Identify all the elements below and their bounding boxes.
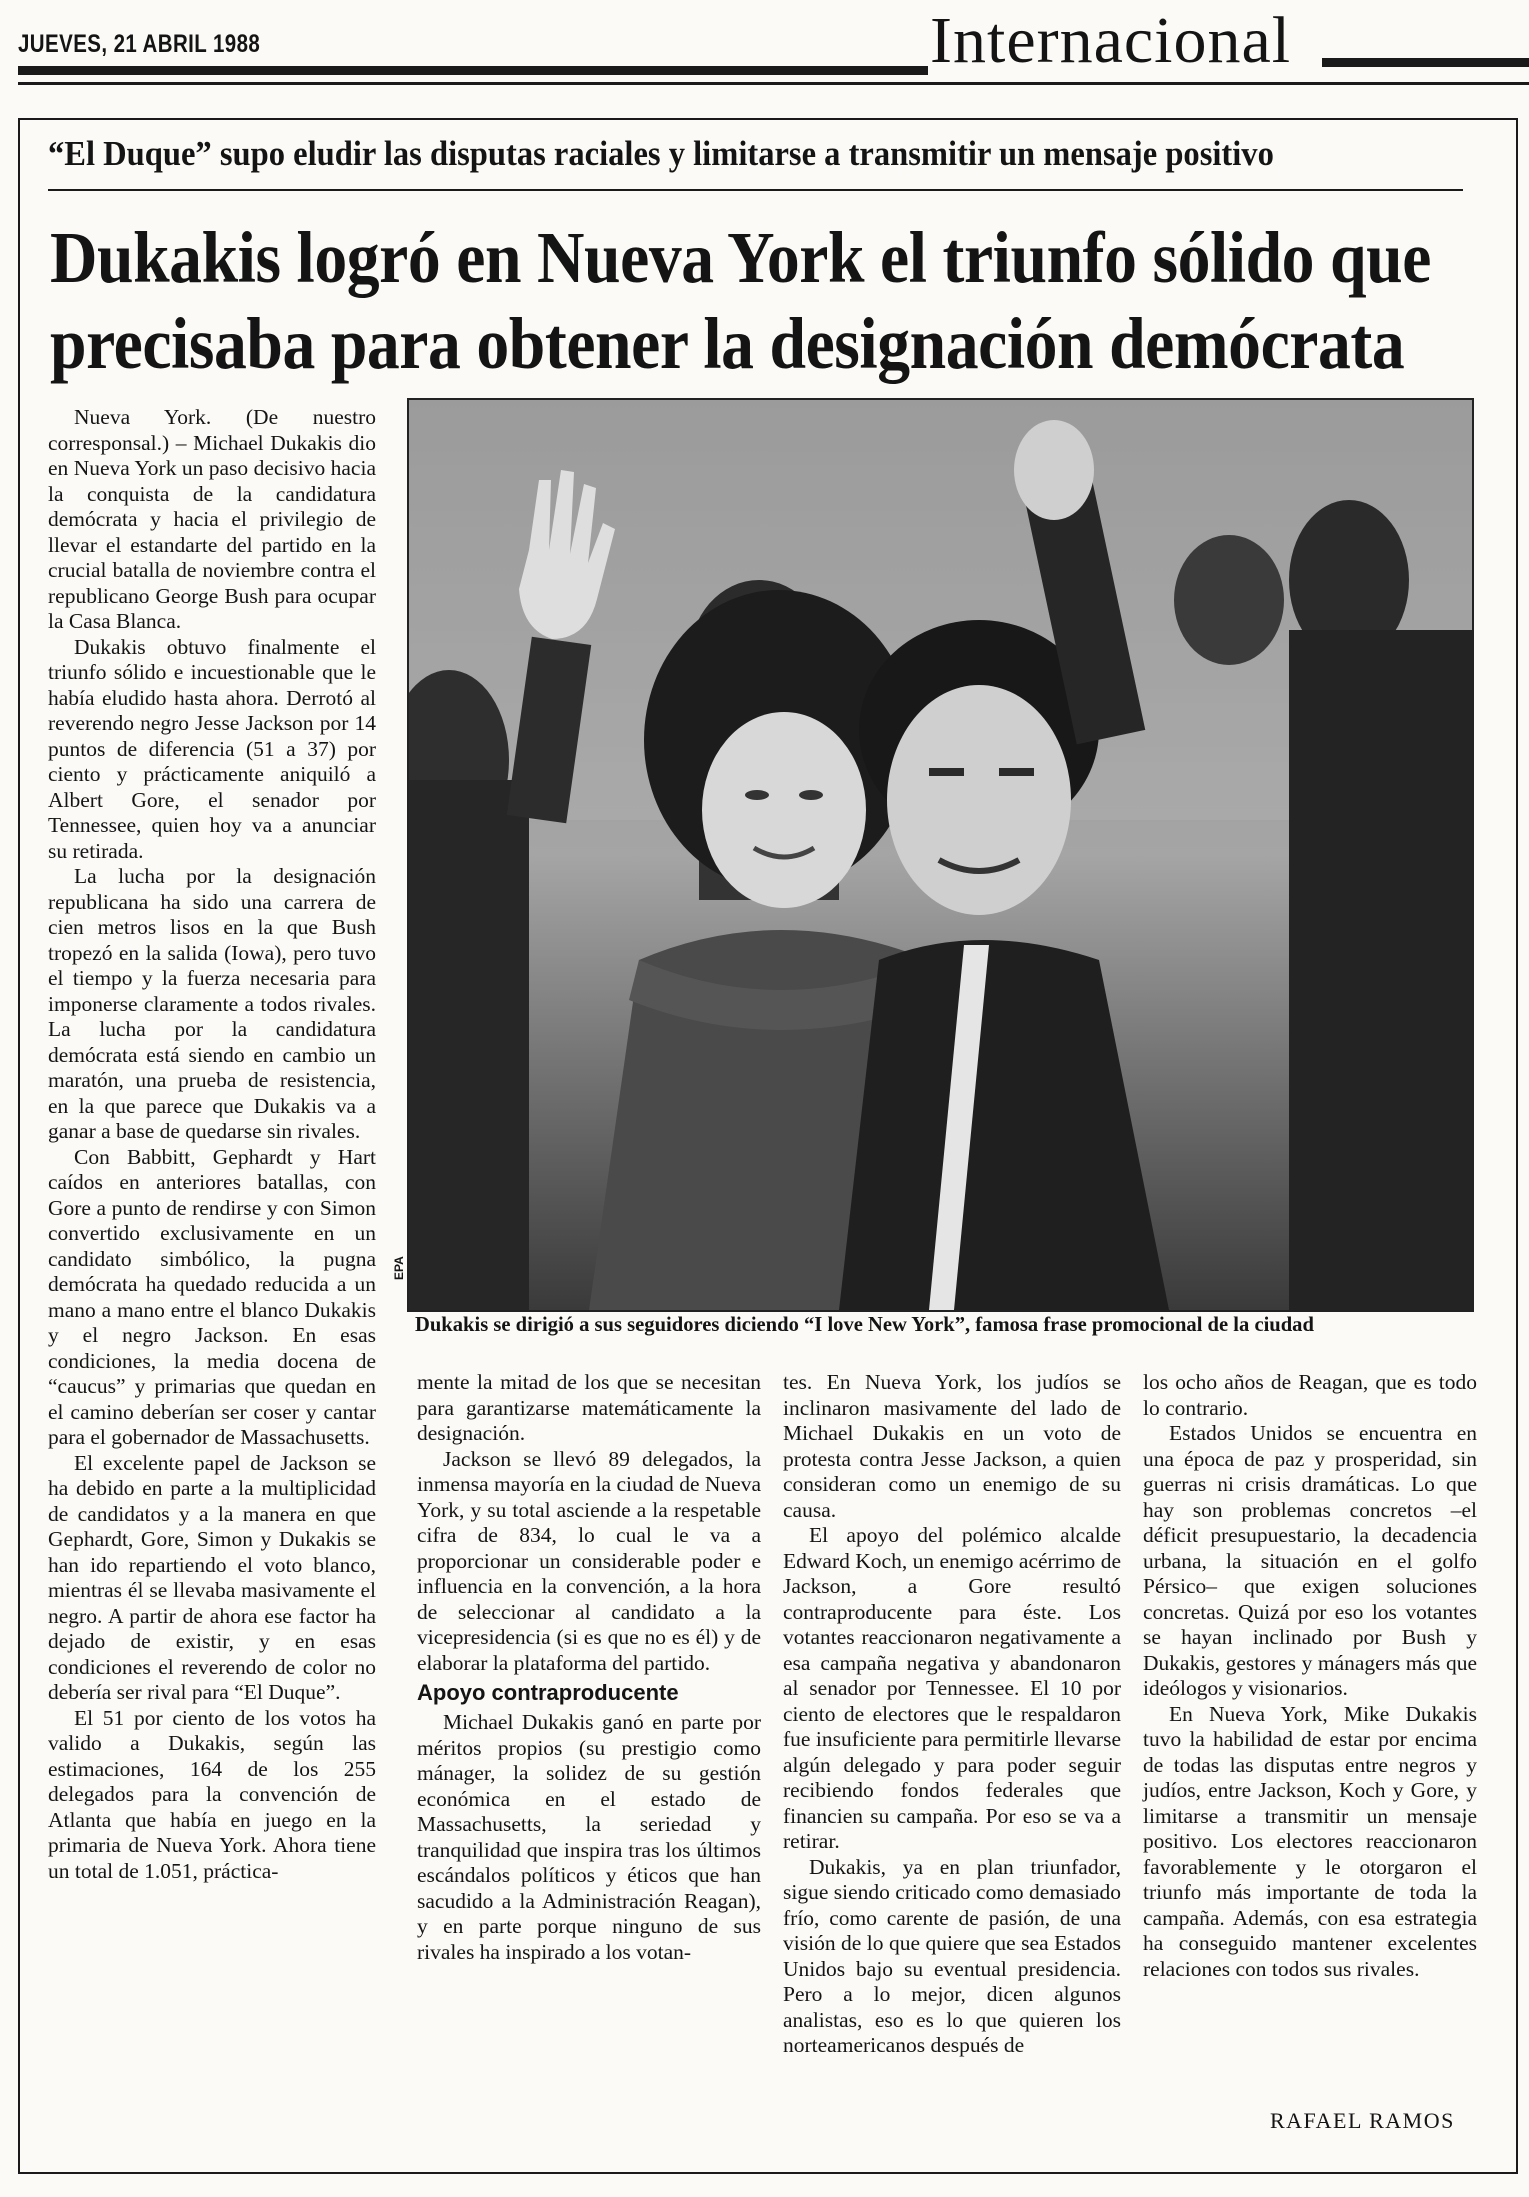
paragraph: los ocho años de Reagan, que es todo lo contrario. — [1143, 1370, 1477, 1420]
photo-caption: Dukakis se dirigió a sus seguidores diciendo “I love New York”, famosa frase promocional de la ciudad — [415, 1312, 1314, 1336]
byline: RAFAEL RAMOS — [1270, 2108, 1455, 2133]
text-column-3 — [783, 1370, 1121, 2059]
paragraph: La lucha por la designación republicana ha sido una carrera de cien metros lisos en la que Bush tropezó en la salida (Iowa), pero tuvo el tiempo y la fuerza necesaria para imponerse claramente a todos rivales. La lucha por la candidatura demócrata está siendo en cambio un maratón, una prueba de resistencia, en la que parece que Dukakis va a ganar a base de quedarse sin rivales. — [48, 864, 376, 1143]
paragraph: Dukakis, ya en plan triunfador, sigue siendo criticado como demasiado frío, como carente de pasión, de una visión de lo que quiere que sea Estados Unidos bajo su eventual presidencia. Pero a lo mejor, dicen algunos analistas, eso es lo que quieren los norteamericanos después de — [783, 1854, 1121, 2057]
paragraph: Con Babbitt, Gephardt y Hart caídos en anteriores batallas, con Gore a punto de rendirse y con Simon convertido exclusivamente en un candidato simbólico, la pugna demócrata ha quedado reducida a un mano a mano entre el blanco Dukakis y el negro Jackson. En esas condiciones, la media docena de “caucus” y primarias que quedan en el camino deberían ser coser y cantar para el gobernador de Massachusetts. — [48, 1144, 376, 1449]
photo-illustration — [409, 400, 1472, 1310]
paragraph: Dukakis obtuvo finalmente el triunfo sólido e incuestionable que le había eludido hasta ahora. Derrotó al reverendo negro Jesse Jackson por 14 puntos de diferencia (51 a 37) por ciento y prácticamente aniquiló a Albert Gore, el senador por Tennessee, quien hoy va a anunciar su retirada. — [48, 634, 376, 863]
headline-line-2: precisaba para obtener la designación demócrata — [50, 303, 1405, 384]
subheading: Apoyo contraproducente — [417, 1680, 679, 1705]
section-title: Internacional — [930, 4, 1292, 77]
paragraph: El 51 por ciento de los votos ha valido a Dukakis, según las estimaciones, 164 de los 255 delegados para la convención de Atlanta que había en juego en la primaria de Nueva York. Ahora tiene un total de 1.051, práctica- — [48, 1705, 376, 1883]
text-column-4 — [1143, 1370, 1477, 1982]
paragraph: mente la mitad de los que se necesitan para garantizarse matemáticamente la designación. — [417, 1370, 761, 1445]
text-column-2 — [417, 1370, 761, 1965]
paragraph: tes. En Nueva York, los judíos se inclinaron masivamente del lado de Michael Dukakis en un voto de protesta contra Jesse Jackson, a quien consideran como un enemigo de su causa. — [783, 1370, 1121, 1522]
paragraph: Jackson se llevó 89 delegados, la inmensa mayoría en la ciudad de Nueva York, y su total asciende a la respetable cifra de 834, lo cual le va a proporcionar un considerable poder e influencia en la convención, a la hora de seleccionar al candidato a la vicepresidencia (si es que no es él) y de elaborar la plataforma del partido. — [417, 1446, 761, 1675]
headline — [50, 215, 1431, 387]
issue-date: JUEVES, 21 ABRIL 1988 — [18, 30, 261, 58]
paragraph: Michael Dukakis ganó en parte por méritos propios (su prestigio como mánager, la solidez de su gestión económica en el estado de Massachusetts, la seriedad y tranquilidad que inspira tras los últimos escándalos políticos y éticos que han sacudido a la Administración Reagan), y en parte porque ninguno de sus rivales ha inspirado a los votan- — [417, 1710, 761, 1964]
paragraph: En Nueva York, Mike Dukakis tuvo la habilidad de estar por encima de todas las disputas entre negros y judíos, entre Jackson, Koch y Gore, y limitarse a transmitir un mensaje positivo. Los electores reaccionaron favorablemente y le otorgaron el triunfo más importante de toda la campaña. Además, con esa estrategia ha conseguido mantener excelentes relaciones con todos sus rivales. — [1143, 1701, 1477, 1981]
photo-credit: EPA — [392, 1256, 406, 1280]
paragraph: El apoyo del polémico alcalde Edward Koch, un enemigo acérrimo de Jackson, a Gore resultó contraproducente para éste. Los votantes reaccionaron negativamente a esa campaña negativa y abandonaron al senador por Tennessee. El 10 por ciento de electores que le respaldaron fue insuficiente para permitirle llevarse algún delegado y para poder seguir recibiendo fondos federales que financien su campaña. Por eso se va a retirar. — [783, 1523, 1121, 1853]
paragraph: Nueva York. (De nuestro corresponsal.) – Michael Dukakis dio en Nueva York un paso decisivo hacia la conquista de la candidatura demócrata y hacia el privilegio de llevar el estandarte del partido en la crucial batalla de noviembre contra el republicano George Bush para ocupar la Casa Blanca. — [48, 405, 376, 633]
header-rule-left — [18, 66, 928, 75]
news-photo — [407, 398, 1474, 1312]
text-column-1 — [48, 405, 376, 2160]
headline-line-1: Dukakis logró en Nueva York el triunfo sólido que — [50, 217, 1431, 298]
kicker-rule — [48, 189, 1463, 191]
paragraph: Estados Unidos se encuentra en una época de paz y prosperidad, sin guerras ni crisis dramáticas. Lo que hay son problemas concretos –el déficit presupuestario, la decadencia urbana, la situación en el golfo Pérsico– que exigen soluciones concretas. Quizá por eso los votantes se hayan inclinado por Bush y Dukakis, gestores y mánagers más que ideólogos y visionarios. — [1143, 1421, 1477, 1700]
header-rule-thin — [18, 82, 1529, 85]
paragraph: El excelente papel de Jackson se ha debido en parte a la multiplicidad de candidatos y a la manera en que Gephardt, Gore, Simon y Dukakis se han ido repartiendo el voto blanco, mientras él se llevaba masivamente el negro. A partir de ahora ese factor ha dejado de existir, y en esas condiciones el reverendo de color no debería ser rival para “El Duque”. — [48, 1450, 376, 1704]
header-rule-right — [1322, 58, 1529, 67]
kicker: “El Duque” supo eludir las disputas raciales y limitarse a transmitir un mensaje positivo — [48, 134, 1274, 173]
